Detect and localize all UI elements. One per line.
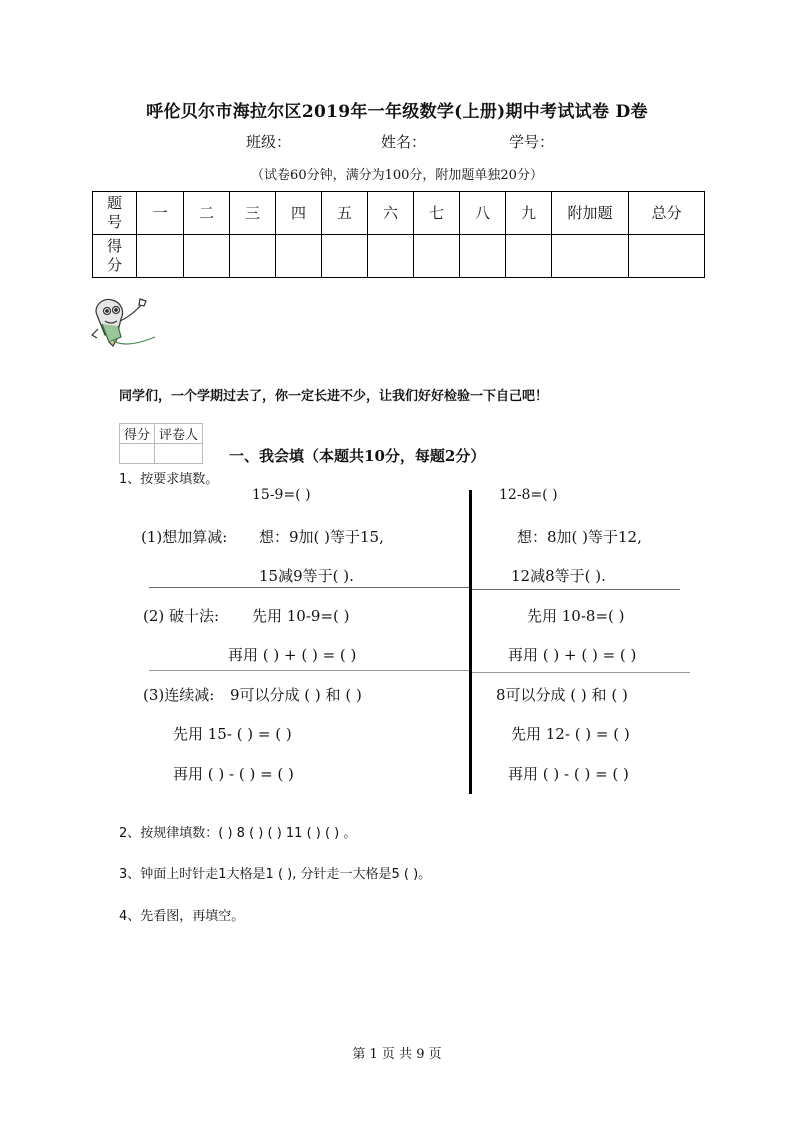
separator-line-1-left bbox=[149, 587, 469, 588]
score-table-header-row bbox=[93, 192, 705, 235]
right-equation: 12-8=( ) bbox=[499, 487, 558, 503]
col-3: 三 bbox=[230, 192, 276, 235]
right-method3-line2: 先用 12- ( ) = ( ) bbox=[511, 725, 630, 743]
left-method3-line2: 先用 15- ( ) = ( ) bbox=[173, 725, 292, 743]
score-cell[interactable] bbox=[552, 235, 629, 278]
cartoon-pencil-mascot-icon bbox=[88, 293, 160, 351]
section-heading: 一、我会填（本题共10分，每题2分） bbox=[229, 447, 486, 465]
left-method2-line2: 再用 ( ) + ( ) = ( ) bbox=[228, 646, 357, 664]
col-6: 六 bbox=[368, 192, 414, 235]
separator-line-1-right bbox=[472, 589, 680, 590]
question-4-text: 4、先看图，再填空。 bbox=[119, 909, 245, 924]
score-cell[interactable] bbox=[506, 235, 552, 278]
method2-label: (2) 破十法: bbox=[143, 607, 220, 625]
exam-note: （试卷60分钟，满分为100分，附加题单独20分） bbox=[251, 168, 543, 183]
row-label-question-number: 题号 bbox=[93, 192, 137, 235]
column-divider bbox=[469, 490, 472, 794]
separator-line-2-right bbox=[472, 672, 690, 673]
class-label: 班级： bbox=[246, 133, 292, 151]
left-method2-line1: 先用 10-9=( ) bbox=[252, 607, 350, 625]
method1-label: (1)想加算减: bbox=[141, 528, 228, 546]
right-method3-line1: 8可以分成 ( ) 和 ( ) bbox=[496, 686, 628, 704]
grader-score-cell[interactable] bbox=[120, 444, 155, 464]
right-method2-line2: 再用 ( ) + ( ) = ( ) bbox=[508, 646, 637, 664]
question-2-text: 2、按规律填数：( ) 8 ( ) ( ) 11 ( ) ( ) 。 bbox=[119, 826, 357, 841]
question-1-text: 1、按要求填数。 bbox=[119, 472, 219, 487]
score-table bbox=[92, 191, 705, 278]
left-method1-line1: 想：9加( )等于15, bbox=[259, 528, 384, 546]
score-cell[interactable] bbox=[629, 235, 705, 278]
right-method1-line2: 12减8等于( ). bbox=[511, 567, 606, 585]
right-method2-line1: 先用 10-8=( ) bbox=[527, 607, 625, 625]
page-title: 呼伦贝尔市海拉尔区2019年一年级数学(上册)期中考试试卷 D卷 bbox=[146, 102, 648, 122]
col-1: 一 bbox=[137, 192, 184, 235]
score-cell[interactable] bbox=[276, 235, 322, 278]
left-method3-line1: 9可以分成 ( ) 和 ( ) bbox=[230, 686, 362, 704]
score-cell[interactable] bbox=[322, 235, 368, 278]
col-2: 二 bbox=[184, 192, 230, 235]
score-cell[interactable] bbox=[137, 235, 184, 278]
grader-score-label: 得分 bbox=[120, 424, 155, 444]
question-3-text: 3、钟面上时针走1大格是1 ( ), 分针走一大格是5 ( )。 bbox=[119, 867, 432, 882]
col-7: 七 bbox=[414, 192, 460, 235]
left-equation: 15-9=( ) bbox=[252, 487, 311, 503]
page-footer: 第 1 页 共 9 页 bbox=[352, 1047, 442, 1062]
score-cell[interactable] bbox=[414, 235, 460, 278]
separator-line-2-left bbox=[149, 670, 469, 671]
name-label: 姓名： bbox=[381, 133, 427, 151]
method3-label: (3)连续减: bbox=[143, 686, 215, 704]
intro-text: 同学们，一个学期过去了，你一定长进不少，让我们好好检验一下自己吧！ bbox=[119, 389, 549, 404]
col-total: 总分 bbox=[629, 192, 705, 235]
grader-table bbox=[119, 423, 203, 464]
score-cell[interactable] bbox=[368, 235, 414, 278]
left-method3-line3: 再用 ( ) - ( ) = ( ) bbox=[173, 765, 294, 783]
left-method1-line2: 15减9等于( ). bbox=[259, 567, 354, 585]
col-9: 九 bbox=[506, 192, 552, 235]
grader-name-cell[interactable] bbox=[155, 444, 203, 464]
score-cell[interactable] bbox=[230, 235, 276, 278]
score-cell[interactable] bbox=[460, 235, 506, 278]
col-8: 八 bbox=[460, 192, 506, 235]
col-4: 四 bbox=[276, 192, 322, 235]
score-table-score-row bbox=[93, 235, 705, 278]
right-method1-line1: 想：8加( )等于12, bbox=[517, 528, 642, 546]
student-id-label: 学号： bbox=[509, 133, 555, 151]
grader-name-label: 评卷人 bbox=[155, 424, 203, 444]
right-method3-line3: 再用 ( ) - ( ) = ( ) bbox=[508, 765, 629, 783]
score-cell[interactable] bbox=[184, 235, 230, 278]
col-5: 五 bbox=[322, 192, 368, 235]
col-bonus: 附加题 bbox=[552, 192, 629, 235]
row-label-score: 得分 bbox=[93, 235, 137, 278]
